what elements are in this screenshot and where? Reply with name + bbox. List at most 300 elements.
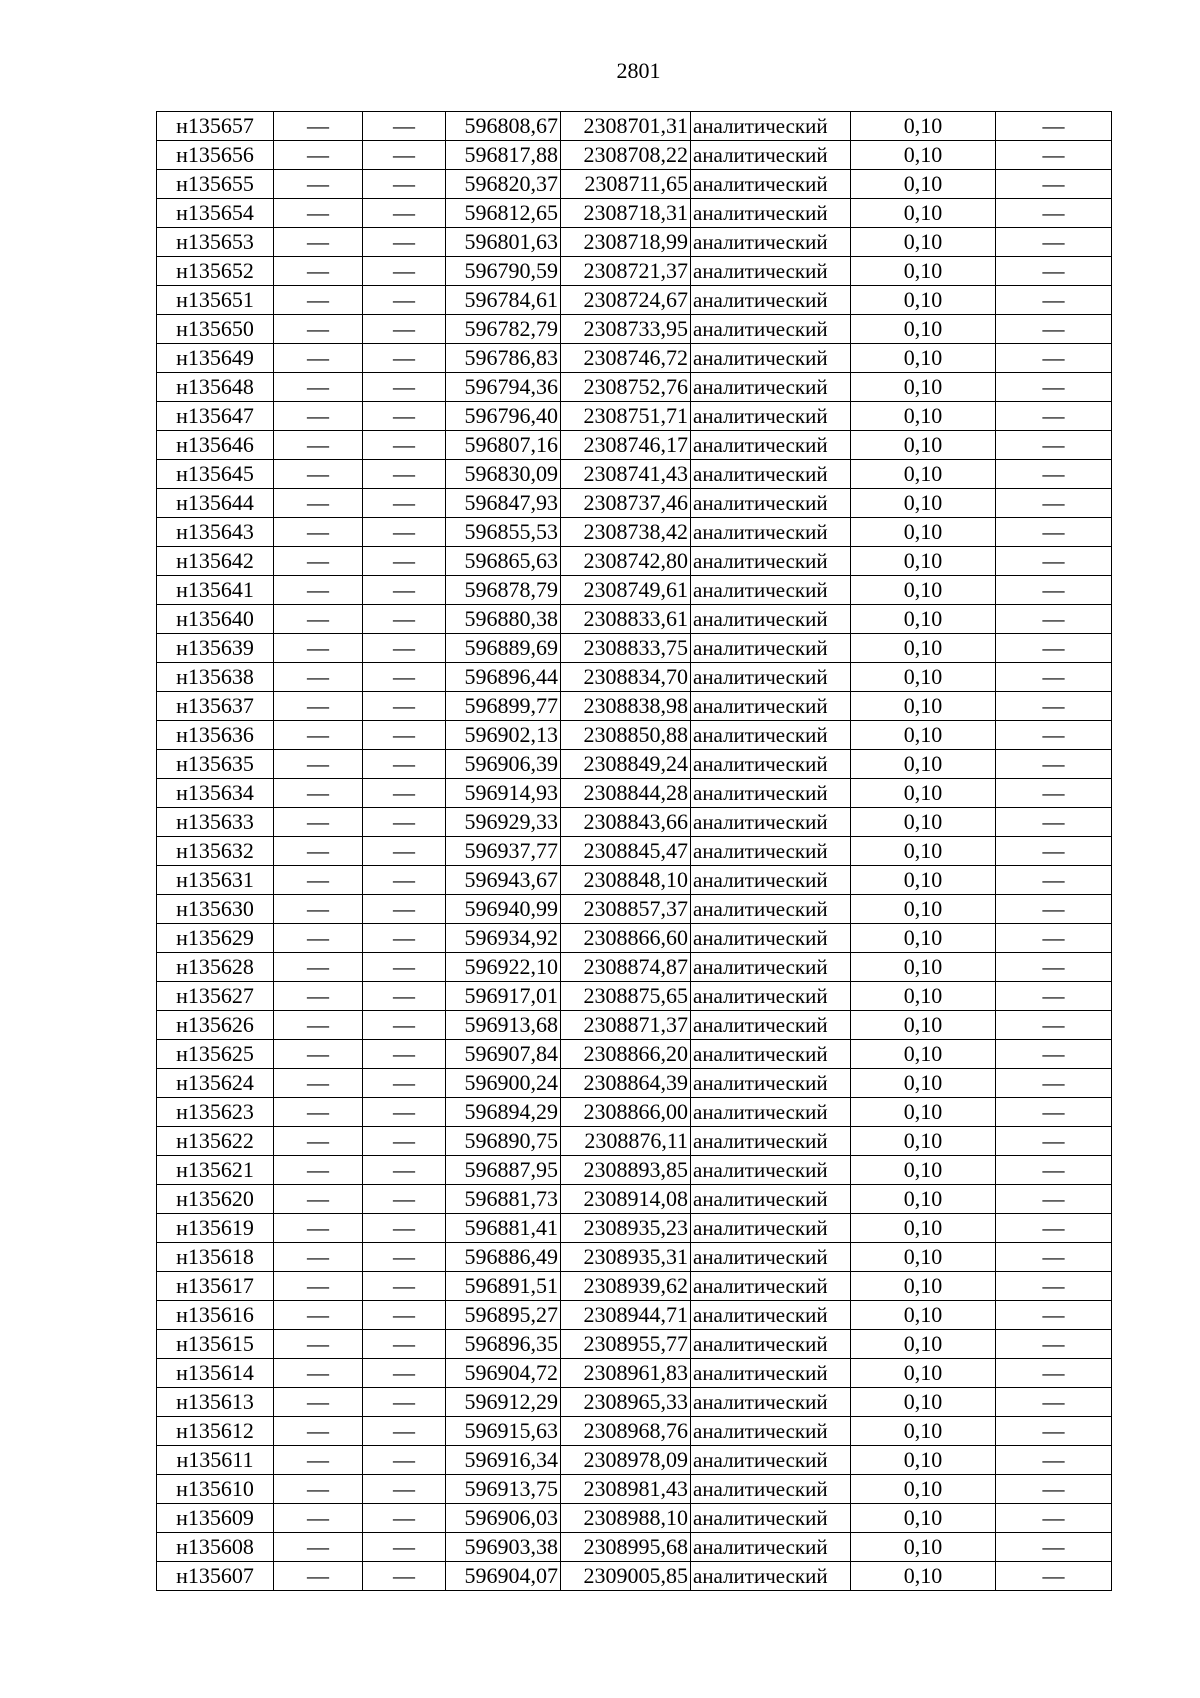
old-x-cell: — (274, 286, 363, 315)
description-cell: — (996, 1098, 1112, 1127)
x-coordinate-cell: 596865,63 (446, 547, 561, 576)
accuracy-cell: 0,10 (851, 1040, 996, 1069)
old-y-cell: — (363, 808, 446, 837)
description-cell: — (996, 1330, 1112, 1359)
old-y-cell: — (363, 141, 446, 170)
y-coordinate-cell: 2308874,87 (561, 953, 691, 982)
point-id-cell: н135617 (157, 1272, 274, 1301)
old-x-cell: — (274, 1417, 363, 1446)
old-x-cell: — (274, 1098, 363, 1127)
description-cell: — (996, 1359, 1112, 1388)
accuracy-cell: 0,10 (851, 1011, 996, 1040)
accuracy-cell: 0,10 (851, 1446, 996, 1475)
accuracy-cell: 0,10 (851, 953, 996, 982)
table-row (157, 489, 1112, 518)
y-coordinate-cell: 2308733,95 (561, 315, 691, 344)
old-x-cell: — (274, 1562, 363, 1591)
table-row (157, 518, 1112, 547)
point-id-cell: н135607 (157, 1562, 274, 1591)
accuracy-cell: 0,10 (851, 518, 996, 547)
method-cell: аналитический (691, 605, 851, 634)
method-cell: аналитический (691, 779, 851, 808)
accuracy-cell: 0,10 (851, 228, 996, 257)
y-coordinate-cell: 2308711,65 (561, 170, 691, 199)
old-x-cell: — (274, 489, 363, 518)
accuracy-cell: 0,10 (851, 721, 996, 750)
method-cell: аналитический (691, 1243, 851, 1272)
point-id-cell: н135608 (157, 1533, 274, 1562)
old-x-cell: — (274, 170, 363, 199)
description-cell: — (996, 1272, 1112, 1301)
old-y-cell: — (363, 257, 446, 286)
y-coordinate-cell: 2308864,39 (561, 1069, 691, 1098)
description-cell: — (996, 982, 1112, 1011)
y-coordinate-cell: 2308893,85 (561, 1156, 691, 1185)
method-cell: аналитический (691, 1011, 851, 1040)
method-cell: аналитический (691, 518, 851, 547)
old-y-cell: — (363, 112, 446, 141)
x-coordinate-cell: 596894,29 (446, 1098, 561, 1127)
method-cell: аналитический (691, 344, 851, 373)
table-row (157, 373, 1112, 402)
old-x-cell: — (274, 431, 363, 460)
y-coordinate-cell: 2308746,17 (561, 431, 691, 460)
x-coordinate-cell: 596784,61 (446, 286, 561, 315)
method-cell: аналитический (691, 1533, 851, 1562)
x-coordinate-cell: 596896,35 (446, 1330, 561, 1359)
table-row (157, 1214, 1112, 1243)
description-cell: — (996, 460, 1112, 489)
table-row (157, 1388, 1112, 1417)
old-y-cell: — (363, 1272, 446, 1301)
old-x-cell: — (274, 1214, 363, 1243)
description-cell: — (996, 344, 1112, 373)
x-coordinate-cell: 596881,41 (446, 1214, 561, 1243)
y-coordinate-cell: 2308866,20 (561, 1040, 691, 1069)
method-cell: аналитический (691, 1417, 851, 1446)
old-x-cell: — (274, 779, 363, 808)
x-coordinate-cell: 596890,75 (446, 1127, 561, 1156)
table-row (157, 547, 1112, 576)
table-row (157, 315, 1112, 344)
table-row (157, 1417, 1112, 1446)
old-x-cell: — (274, 1475, 363, 1504)
table-row (157, 1127, 1112, 1156)
y-coordinate-cell: 2308844,28 (561, 779, 691, 808)
accuracy-cell: 0,10 (851, 1127, 996, 1156)
point-id-cell: н135646 (157, 431, 274, 460)
table-row (157, 866, 1112, 895)
table-row (157, 402, 1112, 431)
old-x-cell: — (274, 402, 363, 431)
method-cell: аналитический (691, 663, 851, 692)
y-coordinate-cell: 2308866,60 (561, 924, 691, 953)
description-cell: — (996, 1127, 1112, 1156)
point-id-cell: н135627 (157, 982, 274, 1011)
description-cell: — (996, 1446, 1112, 1475)
x-coordinate-cell: 596817,88 (446, 141, 561, 170)
accuracy-cell: 0,10 (851, 199, 996, 228)
accuracy-cell: 0,10 (851, 1243, 996, 1272)
description-cell: — (996, 692, 1112, 721)
description-cell: — (996, 141, 1112, 170)
accuracy-cell: 0,10 (851, 1272, 996, 1301)
point-id-cell: н135647 (157, 402, 274, 431)
old-y-cell: — (363, 1359, 446, 1388)
description-cell: — (996, 576, 1112, 605)
table-row (157, 576, 1112, 605)
x-coordinate-cell: 596880,38 (446, 605, 561, 634)
description-cell: — (996, 1475, 1112, 1504)
table-body (157, 112, 1112, 1591)
old-y-cell: — (363, 1185, 446, 1214)
method-cell: аналитический (691, 228, 851, 257)
description-cell: — (996, 866, 1112, 895)
y-coordinate-cell: 2308961,83 (561, 1359, 691, 1388)
old-y-cell: — (363, 1388, 446, 1417)
description-cell: — (996, 170, 1112, 199)
method-cell: аналитический (691, 1040, 851, 1069)
x-coordinate-cell: 596907,84 (446, 1040, 561, 1069)
y-coordinate-cell: 2308718,31 (561, 199, 691, 228)
table-row (157, 228, 1112, 257)
old-x-cell: — (274, 1243, 363, 1272)
method-cell: аналитический (691, 112, 851, 141)
accuracy-cell: 0,10 (851, 1069, 996, 1098)
old-x-cell: — (274, 257, 363, 286)
method-cell: аналитический (691, 895, 851, 924)
description-cell: — (996, 286, 1112, 315)
old-x-cell: — (274, 315, 363, 344)
old-y-cell: — (363, 1214, 446, 1243)
table-row (157, 750, 1112, 779)
method-cell: аналитический (691, 1446, 851, 1475)
table-row (157, 1185, 1112, 1214)
old-y-cell: — (363, 1417, 446, 1446)
x-coordinate-cell: 596912,29 (446, 1388, 561, 1417)
description-cell: — (996, 1069, 1112, 1098)
point-id-cell: н135643 (157, 518, 274, 547)
method-cell: аналитический (691, 257, 851, 286)
y-coordinate-cell: 2308944,71 (561, 1301, 691, 1330)
y-coordinate-cell: 2308708,22 (561, 141, 691, 170)
x-coordinate-cell: 596904,07 (446, 1562, 561, 1591)
old-y-cell: — (363, 1156, 446, 1185)
old-y-cell: — (363, 1098, 446, 1127)
description-cell: — (996, 489, 1112, 518)
old-x-cell: — (274, 1185, 363, 1214)
y-coordinate-cell: 2308845,47 (561, 837, 691, 866)
table-row (157, 1011, 1112, 1040)
old-x-cell: — (274, 605, 363, 634)
x-coordinate-cell: 596801,63 (446, 228, 561, 257)
accuracy-cell: 0,10 (851, 1214, 996, 1243)
method-cell: аналитический (691, 1098, 851, 1127)
accuracy-cell: 0,10 (851, 315, 996, 344)
table-row (157, 112, 1112, 141)
y-coordinate-cell: 2308718,99 (561, 228, 691, 257)
accuracy-cell: 0,10 (851, 286, 996, 315)
point-id-cell: н135628 (157, 953, 274, 982)
description-cell: — (996, 1388, 1112, 1417)
old-x-cell: — (274, 460, 363, 489)
y-coordinate-cell: 2308843,66 (561, 808, 691, 837)
accuracy-cell: 0,10 (851, 112, 996, 141)
accuracy-cell: 0,10 (851, 750, 996, 779)
y-coordinate-cell: 2308833,75 (561, 634, 691, 663)
x-coordinate-cell: 596916,34 (446, 1446, 561, 1475)
y-coordinate-cell: 2308749,61 (561, 576, 691, 605)
description-cell: — (996, 257, 1112, 286)
table-row (157, 199, 1112, 228)
description-cell: — (996, 1185, 1112, 1214)
old-y-cell: — (363, 344, 446, 373)
description-cell: — (996, 605, 1112, 634)
old-x-cell: — (274, 1011, 363, 1040)
description-cell: — (996, 779, 1112, 808)
description-cell: — (996, 1417, 1112, 1446)
accuracy-cell: 0,10 (851, 1156, 996, 1185)
point-id-cell: н135644 (157, 489, 274, 518)
x-coordinate-cell: 596943,67 (446, 866, 561, 895)
y-coordinate-cell: 2308746,72 (561, 344, 691, 373)
old-x-cell: — (274, 895, 363, 924)
old-y-cell: — (363, 1011, 446, 1040)
table-row (157, 1330, 1112, 1359)
x-coordinate-cell: 596808,67 (446, 112, 561, 141)
x-coordinate-cell: 596903,38 (446, 1533, 561, 1562)
description-cell: — (996, 808, 1112, 837)
old-y-cell: — (363, 489, 446, 518)
method-cell: аналитический (691, 1127, 851, 1156)
description-cell: — (996, 1214, 1112, 1243)
method-cell: аналитический (691, 953, 851, 982)
table-row (157, 1359, 1112, 1388)
old-y-cell: — (363, 402, 446, 431)
accuracy-cell: 0,10 (851, 344, 996, 373)
x-coordinate-cell: 596899,77 (446, 692, 561, 721)
x-coordinate-cell: 596782,79 (446, 315, 561, 344)
y-coordinate-cell: 2308965,33 (561, 1388, 691, 1417)
old-x-cell: — (274, 576, 363, 605)
point-id-cell: н135619 (157, 1214, 274, 1243)
table-row (157, 895, 1112, 924)
accuracy-cell: 0,10 (851, 692, 996, 721)
method-cell: аналитический (691, 1475, 851, 1504)
point-id-cell: н135654 (157, 199, 274, 228)
method-cell: аналитический (691, 1562, 851, 1591)
table-row (157, 808, 1112, 837)
old-x-cell: — (274, 692, 363, 721)
y-coordinate-cell: 2308738,42 (561, 518, 691, 547)
table-row (157, 1098, 1112, 1127)
description-cell: — (996, 199, 1112, 228)
description-cell: — (996, 837, 1112, 866)
old-x-cell: — (274, 982, 363, 1011)
method-cell: аналитический (691, 1301, 851, 1330)
accuracy-cell: 0,10 (851, 1330, 996, 1359)
old-y-cell: — (363, 605, 446, 634)
y-coordinate-cell: 2308848,10 (561, 866, 691, 895)
y-coordinate-cell: 2309005,85 (561, 1562, 691, 1591)
description-cell: — (996, 1011, 1112, 1040)
old-x-cell: — (274, 373, 363, 402)
table-row (157, 982, 1112, 1011)
point-id-cell: н135620 (157, 1185, 274, 1214)
table-row (157, 344, 1112, 373)
old-y-cell: — (363, 1040, 446, 1069)
method-cell: аналитический (691, 547, 851, 576)
accuracy-cell: 0,10 (851, 779, 996, 808)
method-cell: аналитический (691, 460, 851, 489)
y-coordinate-cell: 2308866,00 (561, 1098, 691, 1127)
method-cell: аналитический (691, 1156, 851, 1185)
table-row (157, 953, 1112, 982)
method-cell: аналитический (691, 170, 851, 199)
method-cell: аналитический (691, 808, 851, 837)
table-row (157, 1156, 1112, 1185)
point-id-cell: н135629 (157, 924, 274, 953)
accuracy-cell: 0,10 (851, 837, 996, 866)
y-coordinate-cell: 2308724,67 (561, 286, 691, 315)
description-cell: — (996, 1040, 1112, 1069)
old-x-cell: — (274, 1533, 363, 1562)
point-id-cell: н135618 (157, 1243, 274, 1272)
x-coordinate-cell: 596847,93 (446, 489, 561, 518)
description-cell: — (996, 431, 1112, 460)
old-x-cell: — (274, 837, 363, 866)
old-y-cell: — (363, 547, 446, 576)
x-coordinate-cell: 596937,77 (446, 837, 561, 866)
old-y-cell: — (363, 1243, 446, 1272)
method-cell: аналитический (691, 1185, 851, 1214)
method-cell: аналитический (691, 1214, 851, 1243)
y-coordinate-cell: 2308742,80 (561, 547, 691, 576)
method-cell: аналитический (691, 866, 851, 895)
method-cell: аналитический (691, 315, 851, 344)
y-coordinate-cell: 2308876,11 (561, 1127, 691, 1156)
table-row (157, 1069, 1112, 1098)
old-x-cell: — (274, 1359, 363, 1388)
point-id-cell: н135635 (157, 750, 274, 779)
x-coordinate-cell: 596902,13 (446, 721, 561, 750)
old-y-cell: — (363, 286, 446, 315)
description-cell: — (996, 663, 1112, 692)
old-y-cell: — (363, 692, 446, 721)
y-coordinate-cell: 2308834,70 (561, 663, 691, 692)
table-row (157, 257, 1112, 286)
x-coordinate-cell: 596820,37 (446, 170, 561, 199)
x-coordinate-cell: 596887,95 (446, 1156, 561, 1185)
table-row (157, 634, 1112, 663)
old-y-cell: — (363, 315, 446, 344)
old-y-cell: — (363, 982, 446, 1011)
table-row (157, 837, 1112, 866)
x-coordinate-cell: 596922,10 (446, 953, 561, 982)
description-cell: — (996, 373, 1112, 402)
table-row (157, 605, 1112, 634)
x-coordinate-cell: 596913,68 (446, 1011, 561, 1040)
point-id-cell: н135624 (157, 1069, 274, 1098)
old-x-cell: — (274, 141, 363, 170)
y-coordinate-cell: 2308935,31 (561, 1243, 691, 1272)
y-coordinate-cell: 2308833,61 (561, 605, 691, 634)
method-cell: аналитический (691, 750, 851, 779)
old-x-cell: — (274, 750, 363, 779)
accuracy-cell: 0,10 (851, 808, 996, 837)
point-id-cell: н135621 (157, 1156, 274, 1185)
accuracy-cell: 0,10 (851, 1504, 996, 1533)
point-id-cell: н135645 (157, 460, 274, 489)
x-coordinate-cell: 596855,53 (446, 518, 561, 547)
y-coordinate-cell: 2308995,68 (561, 1533, 691, 1562)
point-id-cell: н135642 (157, 547, 274, 576)
old-x-cell: — (274, 1069, 363, 1098)
old-y-cell: — (363, 779, 446, 808)
old-x-cell: — (274, 1127, 363, 1156)
description-cell: — (996, 1562, 1112, 1591)
table-row (157, 1562, 1112, 1591)
old-y-cell: — (363, 866, 446, 895)
description-cell: — (996, 1301, 1112, 1330)
method-cell: аналитический (691, 141, 851, 170)
table-row (157, 170, 1112, 199)
method-cell: аналитический (691, 1504, 851, 1533)
description-cell: — (996, 402, 1112, 431)
old-y-cell: — (363, 1069, 446, 1098)
table-row (157, 1301, 1112, 1330)
old-y-cell: — (363, 634, 446, 663)
old-x-cell: — (274, 1301, 363, 1330)
y-coordinate-cell: 2308935,23 (561, 1214, 691, 1243)
point-id-cell: н135641 (157, 576, 274, 605)
y-coordinate-cell: 2308871,37 (561, 1011, 691, 1040)
point-id-cell: н135639 (157, 634, 274, 663)
description-cell: — (996, 518, 1112, 547)
old-y-cell: — (363, 170, 446, 199)
old-x-cell: — (274, 1388, 363, 1417)
point-id-cell: н135611 (157, 1446, 274, 1475)
method-cell: аналитический (691, 634, 851, 663)
point-id-cell: н135622 (157, 1127, 274, 1156)
old-x-cell: — (274, 199, 363, 228)
description-cell: — (996, 750, 1112, 779)
table-row (157, 141, 1112, 170)
old-y-cell: — (363, 373, 446, 402)
point-id-cell: н135615 (157, 1330, 274, 1359)
old-x-cell: — (274, 112, 363, 141)
table-row (157, 692, 1112, 721)
old-x-cell: — (274, 924, 363, 953)
method-cell: аналитический (691, 982, 851, 1011)
point-id-cell: н135616 (157, 1301, 274, 1330)
old-x-cell: — (274, 634, 363, 663)
y-coordinate-cell: 2308752,76 (561, 373, 691, 402)
method-cell: аналитический (691, 721, 851, 750)
accuracy-cell: 0,10 (851, 1533, 996, 1562)
old-x-cell: — (274, 1156, 363, 1185)
accuracy-cell: 0,10 (851, 547, 996, 576)
accuracy-cell: 0,10 (851, 924, 996, 953)
y-coordinate-cell: 2308939,62 (561, 1272, 691, 1301)
description-cell: — (996, 1504, 1112, 1533)
table-row (157, 924, 1112, 953)
old-x-cell: — (274, 1040, 363, 1069)
old-y-cell: — (363, 663, 446, 692)
point-id-cell: н135634 (157, 779, 274, 808)
description-cell: — (996, 924, 1112, 953)
point-id-cell: н135625 (157, 1040, 274, 1069)
